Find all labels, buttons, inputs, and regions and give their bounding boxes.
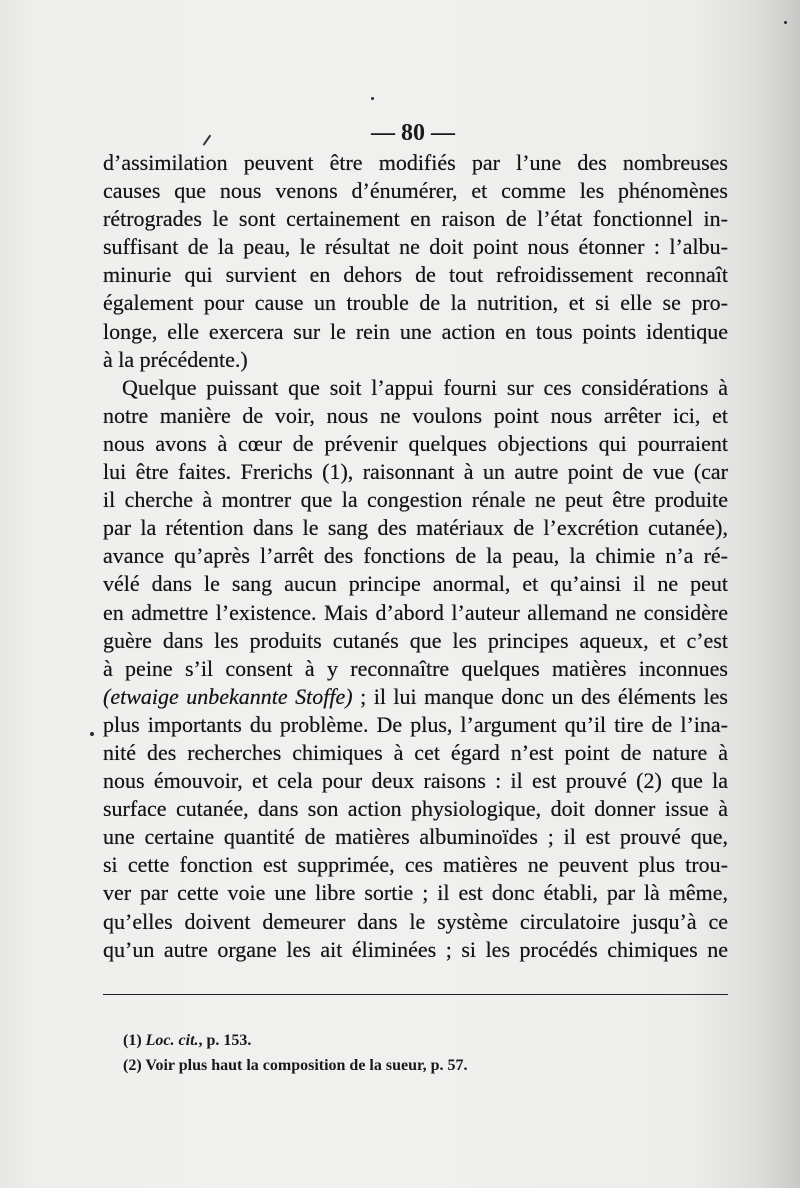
footnote-italic: Loc. cit. (145, 1032, 199, 1049)
text-line: d’assimilation peuvent être modifiés par l’une des nombreuses (103, 150, 728, 175)
text-line: ver par cette voie une libre sortie ; il est donc établi, par là même, (103, 880, 728, 906)
footnote-text: , p. 153. (198, 1032, 252, 1049)
text-line: en admettre l’existence. Mais d’abord l’auteur allemand ne considère (103, 599, 728, 625)
footnote (123, 1053, 723, 1078)
text-line: à peine s’il consent à y reconnaître quelques matières inconnues (103, 655, 728, 681)
text-line: à la précédente.) (103, 346, 248, 372)
text-line: plus importants du problème. De plus, l’argument qu’il tire de l’ina- (103, 711, 728, 737)
ink-speck (371, 97, 374, 100)
text-line: nous émouvoir, et cela pour deux raisons : il est prouvé (2) que la (103, 768, 728, 794)
ink-mark (203, 135, 211, 146)
text-line: également pour cause un trouble de la nutrition, et si elle se pro- (103, 290, 728, 316)
ink-speck (90, 732, 94, 736)
text-line: par la rétention dans le sang des matériaux de l’excrétion cutanée), (103, 515, 728, 541)
text-line: rétrogrades le sont certainement en raison de l’état fonctionnel in- (103, 206, 728, 232)
page-number-header: — 80 — (371, 120, 455, 146)
text-line: minurie qui survient en dehors de tout refroidissement reconnaît (103, 262, 728, 288)
paragraph (103, 374, 728, 964)
footnote-number: (2) (123, 1057, 142, 1074)
text-line: suffisant de la peau, le résultat ne doit point nous étonner : l’albu- (103, 234, 728, 260)
line-text: ; il lui manque donc un des éléments les (352, 683, 728, 709)
text-line: nous avons à cœur de prévenir quelques objections qui pourraient (103, 430, 728, 456)
italic-phrase: (etwaige unbekannte Stoffe) (103, 683, 353, 709)
text-line: il cherche à montrer que la congestion rénale ne peut être produite (103, 487, 728, 513)
text-line (103, 683, 728, 711)
footnotes (123, 1028, 723, 1078)
text-line: guère dans les produits cutanés que les principes aqueux, et c’est (103, 627, 728, 653)
text-line: causes que nous venons d’énumérer, et comme les phénomènes (103, 178, 728, 204)
text-line: lui être faites. Frerichs (1), raisonnant à un autre point de vue (car (103, 459, 728, 485)
text-line: notre manière de voir, nous ne voulons point nous arrêter ici, et (103, 402, 728, 428)
footnote (123, 1028, 723, 1053)
paragraph (103, 149, 728, 374)
footnote-text: Voir plus haut la composition de la sueur, p. 57. (145, 1057, 468, 1074)
text-line: nité des recherches chimiques à cet égard n’est point de nature à (103, 739, 728, 765)
text-line: qu’elles doivent demeurer dans le système circulatoire jusqu’à ce (103, 908, 728, 934)
ink-speck (784, 21, 787, 24)
text-line: qu’un autre organe les ait éliminées ; si les procédés chimiques ne (103, 936, 728, 962)
text-line: longe, elle exercera sur le rein une action en tous points identique (103, 318, 728, 344)
text-line: Quelque puissant que soit l’appui fourni sur ces considérations à (122, 374, 728, 400)
footnote-number: (1) (123, 1032, 142, 1049)
text-line: avance qu’après l’arrêt des fonctions de la peau, la chimie n’a ré- (103, 543, 728, 569)
text-line: surface cutanée, dans son action physiologique, doit donner issue à (103, 796, 728, 822)
text-line: une certaine quantité de matières albuminoïdes ; il est prouvé que, (103, 824, 728, 850)
footnote-separator (103, 994, 728, 995)
text-line: vélé dans le sang aucun principe anormal, et qu’ainsi il ne peut (103, 571, 728, 597)
text-line: si cette fonction est supprimée, ces matières ne peuvent plus trou- (103, 852, 728, 878)
body-text (103, 149, 728, 964)
